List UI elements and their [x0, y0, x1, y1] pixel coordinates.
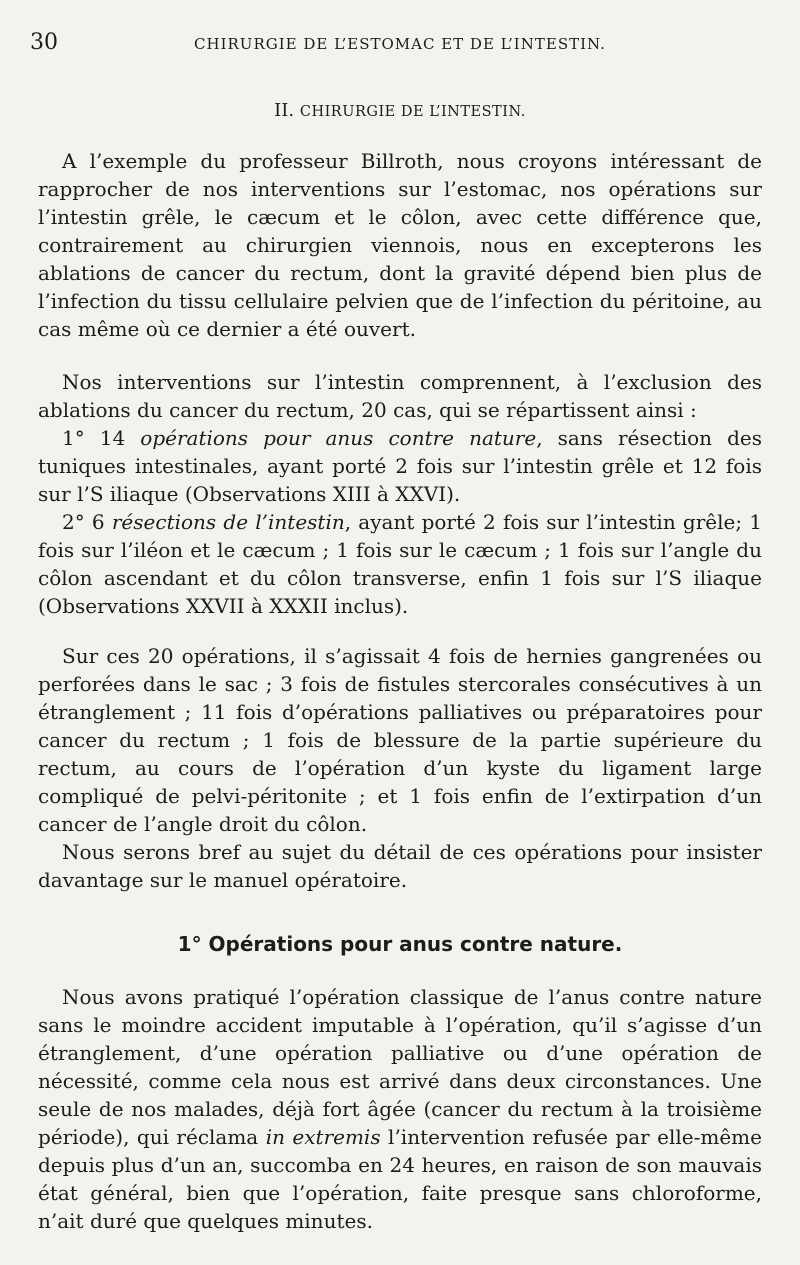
section-number: II.	[274, 100, 295, 121]
section-title	[0, 100, 800, 121]
list-item-2-italic: résections de l’intestin	[111, 510, 345, 534]
subsection-paragraph	[38, 983, 762, 1235]
intro-list-block	[38, 368, 762, 620]
list-item-1-text: , sans résection des tuniques intestinales, ayant porté 2 fois sur l’intestin grêle et 12 fois sur l’S iliaque (Observations XIII à XXVI).	[38, 426, 763, 506]
list-item-2	[38, 508, 762, 620]
summary-paragraph-2: Nous serons bref au sujet du détail de ces opérations pour insister davantage sur le manuel opératoire.	[38, 840, 762, 892]
subsection-paragraph-start: Nous avons pratiqué l’opération classique de l’anus contre nature sans le moindre accident imputable à l’opération, qu’il s’agisse d’un étranglement, d’une opération palliative ou d’une opération de nécessité, comme cela nous est arrivé dans deux circonstances. Une seule de nos malades, déjà fort âgée (cancer du rectum à la troisième période), qui réclama	[38, 985, 762, 1149]
page-number: 30	[30, 30, 58, 55]
subsection-heading: 1° Opérations pour anus contre nature.	[177, 932, 623, 956]
list-item-1-prefix: 1° 14	[62, 426, 141, 450]
intro-paragraph-1-block	[38, 147, 762, 343]
section-title-text: CHIRURGIE DE L’INTESTIN.	[299, 104, 526, 120]
subsection-paragraph-italic: in extremis	[265, 1125, 381, 1149]
subsection-block	[38, 983, 762, 1235]
list-item-2-prefix: 2° 6	[62, 510, 112, 534]
running-title: CHIRURGIE DE L’ESTOMAC ET DE L’INTESTIN.	[194, 35, 606, 53]
intro-paragraph-2: Nos interventions sur l’intestin comprennent, à l’exclusion des ablations du cancer du rectum, 20 cas, qui se répartissent ainsi :	[38, 370, 762, 422]
intro-paragraph-1: A l’exemple du professeur Billroth, nous croyons intéressant de rapprocher de nos interventions sur l’estomac, nos opérations sur l’intestin grêle, le cæcum et le côlon, avec cette différence que, contrairement au chirurgien viennois, nous en excepterons les ablations de cancer du rectum, dont la gravité dépend bien plus de l’infection du tissu cellulaire pelvien que de l’infection du péritoine, au cas même où ce dernier a été ouvert.	[38, 149, 762, 341]
running-head	[0, 30, 800, 60]
list-item-2-text: , ayant porté 2 fois sur l’intestin grêle; 1 fois sur l’iléon et le cæcum ; 1 fois sur le cæcum ; 1 fois sur l’angle du côlon ascendant et du côlon transverse, enfin 1 fois sur l’S iliaque (Observations XXVII à XXXII inclus).	[38, 510, 763, 618]
subsection-paragraph-end: l’intervention refusée par elle-même depuis plus d’un an, succomba en 24 heures, en raison de son mauvais état général, bien que l’opération, faite presque sans chloroforme, n’ait duré que quelques minutes.	[38, 1125, 762, 1233]
summary-paragraph-1: Sur ces 20 opérations, il s’agissait 4 fois de hernies gangrenées ou perforées dans le sac ; 3 fois de fistules stercorales consécutives à un étranglement ; 11 fois d’opérations palliatives ou préparatoires pour cancer du rectum ; 1 fois de blessure de la partie supérieure du rectum, au cours de l’opération d’un kyste du ligament large compliqué de pelvi-péritonite ; et 1 fois enfin de l’extirpation d’un cancer de l’angle droit du côlon.	[38, 644, 762, 836]
list-item-1-italic: opérations pour anus contre nature	[140, 426, 537, 450]
list-item-1	[38, 424, 762, 508]
summary-block	[38, 642, 762, 894]
